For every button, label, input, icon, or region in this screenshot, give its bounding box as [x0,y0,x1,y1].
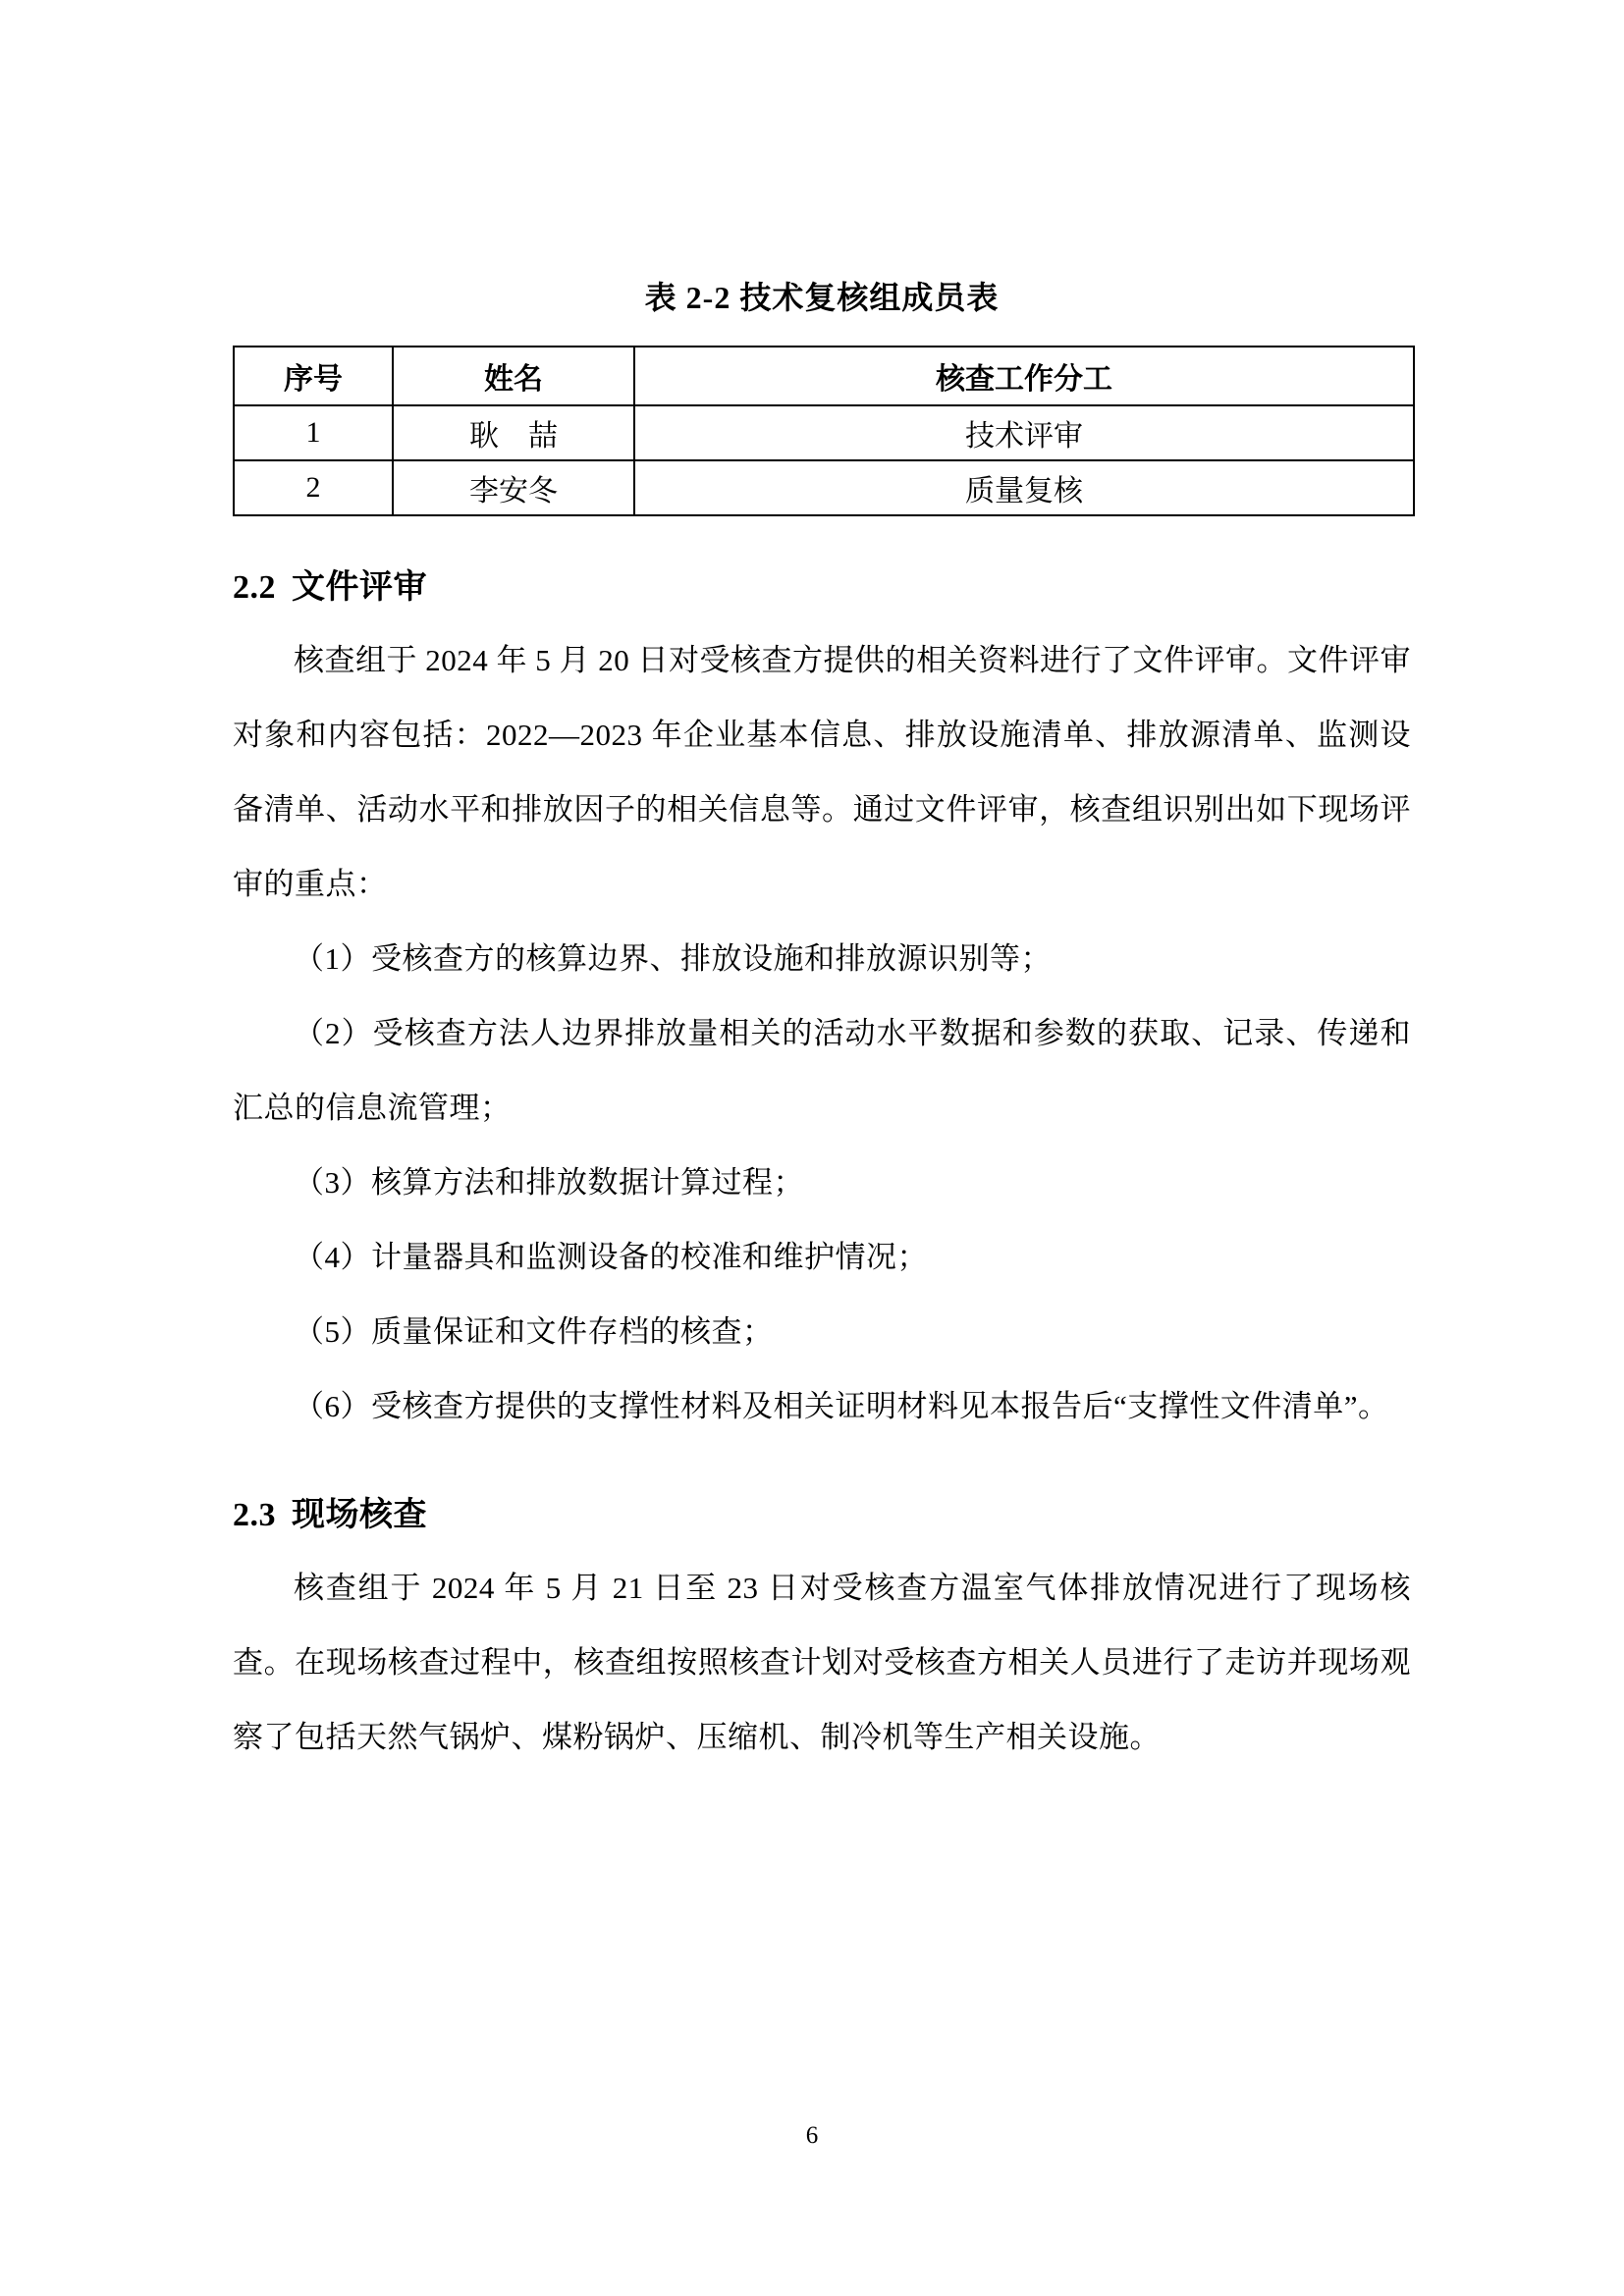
table-row [234,460,1414,515]
list-item-3: （3）核算方法和排放数据计算过程； [294,1165,804,1200]
section-2-3-paragraph: 核查组于 2024 年 5 月 21 日至 23 日对受核查方温室气体排放情况进行了现场核查。在现场核查过程中，核查组按照核查计划对受核查方相关人员进行了走访并现场观察了包括天然气锅炉、煤粉锅炉、压缩机、制冷机等生产相关设施。 [233,1571,1411,1754]
cell-no: 2 [234,460,393,515]
section-2-2-heading [233,560,1411,608]
section-2-3-heading [233,1487,1411,1535]
document-page [233,0,1411,1775]
list-item-2: （2）受核查方法人边界排放量相关的活动水平数据和参数的获取、记录、传递和汇总的信息流管理； [233,1016,1411,1125]
list-item-4: （4）计量器具和监测设备的校准和维护情况； [294,1240,928,1274]
page-number: 6 [805,2122,819,2149]
column-header-no: 序号 [234,347,393,405]
section-2-2-title: 文件评审 [292,569,427,606]
cell-name: 耿 喆 [393,405,634,460]
section-2-2-number: 2.2 [233,569,276,606]
column-header-role: 核查工作分工 [634,347,1414,405]
column-header-name: 姓名 [393,347,634,405]
table-row [234,405,1414,460]
cell-no: 1 [234,405,393,460]
list-item-1: （1）受核查方的核算边界、排放设施和排放源识别等； [294,941,1052,976]
cell-role: 质量复核 [634,460,1414,515]
cell-name: 李安冬 [393,460,634,515]
members-table [233,346,1415,516]
table-header-row [234,347,1414,405]
section-2-2-paragraph: 核查组于 2024 年 5 月 20 日对受核查方提供的相关资料进行了文件评审。文件评审对象和内容包括：2022—2023 年企业基本信息、排放设施清单、排放源清单、监测设备清单、活动水平和排放因子的相关信息等。通过文件评审，核查组识别出如下现场评审的重点： [233,643,1411,901]
table-caption: 表 2-2 技术复核组成员表 [644,280,1000,315]
section-2-3-title: 现场核查 [292,1497,427,1533]
cell-role: 技术评审 [634,405,1414,460]
section-2-3-number: 2.3 [233,1497,276,1533]
list-item-5: （5）质量保证和文件存档的核查； [294,1314,774,1349]
list-item-6: （6）受核查方提供的支撑性材料及相关证明材料见本报告后“支撑性文件清单”。 [294,1389,1389,1423]
